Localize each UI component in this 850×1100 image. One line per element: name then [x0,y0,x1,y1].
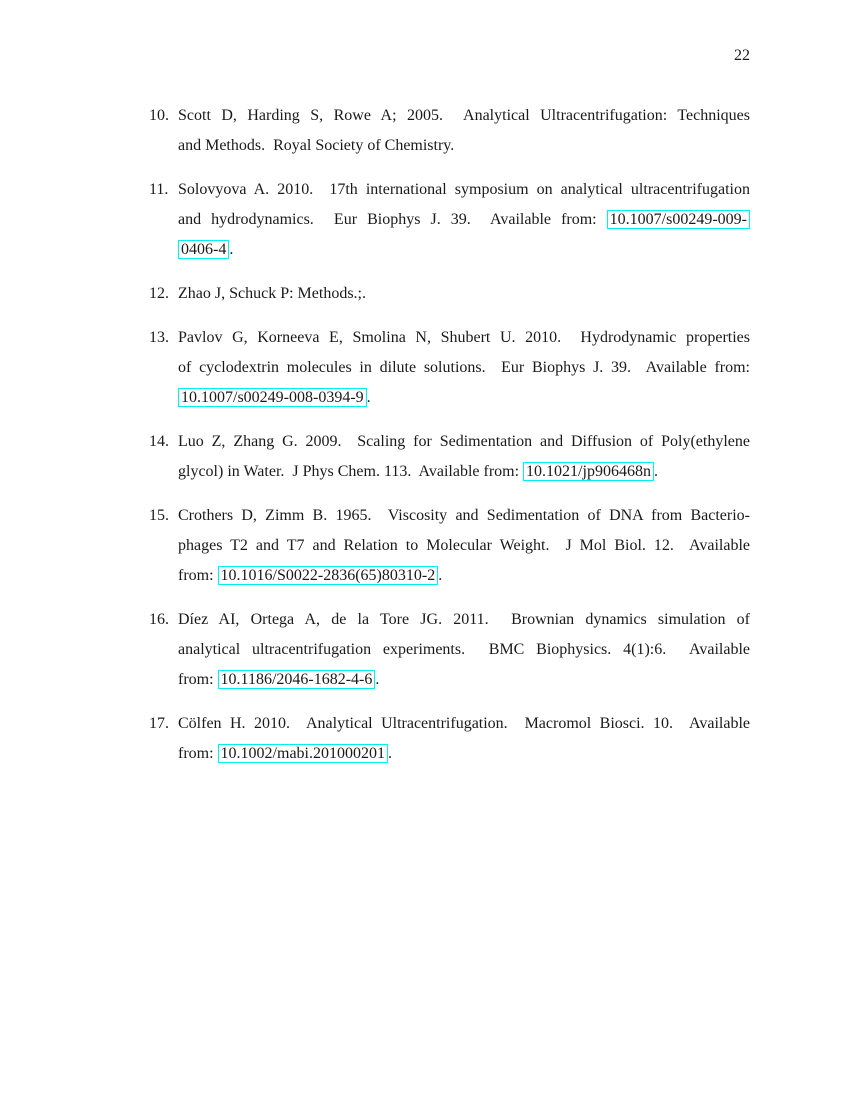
reference-text: Cölfen H. 2010. Analytical Ultracentrifugation. Macromol Biosci. 10. Available [178,715,750,732]
reference-text: from: [178,745,218,762]
reference-item [149,709,750,769]
reference-text: . [653,463,658,480]
reference-body [178,101,750,161]
reference-number: 17. [149,715,169,732]
reference-text: phages T2 and T7 and Relation to Molecular Weight. J Mol Biol. 12. Available [178,537,750,554]
reference-line [178,561,750,591]
reference-text: and hydrodynamics. Eur Biophys J. 39. Available from: [178,211,607,228]
doi-link[interactable]: 10.1016/S0022-2836(65)80310-2 [218,566,439,585]
page-number: 22 [734,47,750,64]
reference-line [178,739,750,769]
reference-text: of cyclodextrin molecules in dilute solutions. Eur Biophys J. 39. Available from: [178,359,750,376]
reference-text: Zhao J, Schuck P: Methods.;. [178,285,366,302]
reference-body [178,279,750,309]
reference-body [178,427,750,487]
doi-link[interactable]: 0406-4 [178,240,229,259]
reference-body [178,175,750,265]
doi-link[interactable]: 10.1186/2046-1682-4-6 [218,670,376,689]
reference-number: 16. [149,611,169,628]
doi-link[interactable]: 10.1007/s00249-009- [607,210,750,229]
reference-body [178,709,750,769]
reference-body [178,605,750,695]
reference-line [178,501,750,531]
reference-item [149,101,750,161]
reference-item [149,427,750,487]
reference-text: Luo Z, Zhang G. 2009. Scaling for Sedimentation and Diffusion of Poly(ethylene [178,433,750,450]
reference-text: . [375,671,380,688]
reference-number: 15. [149,507,169,524]
reference-text: from: [178,567,218,584]
reference-line [178,709,750,739]
reference-line [178,353,750,383]
reference-text: Scott D, Harding S, Rowe A; 2005. Analytical Ultracentrifugation: Techniques [178,107,750,124]
reference-number: 10. [149,107,169,124]
reference-line [178,205,750,235]
reference-text: . [229,241,234,258]
reference-line [178,531,750,561]
reference-text: and Methods. Royal Society of Chemistry. [178,137,455,154]
reference-item [149,605,750,695]
reference-item [149,501,750,591]
reference-text: Crothers D, Zimm B. 1965. Viscosity and Sedimentation of DNA from Bacterio- [178,507,750,524]
reference-item [149,175,750,265]
reference-text: Díez AI, Ortega A, de la Tore JG. 2011. Brownian dynamics simulation of [178,611,750,628]
reference-line [178,131,750,161]
reference-line [178,635,750,665]
reference-line [178,383,750,413]
reference-list [149,101,750,783]
reference-line [178,605,750,635]
reference-line [178,175,750,205]
doi-link[interactable]: 10.1021/jp906468n [523,462,654,481]
reference-text: . [366,389,371,406]
reference-line [178,323,750,353]
reference-text: from: [178,671,218,688]
reference-text: glycol) in Water. J Phys Chem. 113. Available from: [178,463,524,480]
doi-link[interactable]: 10.1007/s00249-008-0394-9 [178,388,367,407]
reference-line [178,235,750,265]
reference-line [178,101,750,131]
reference-body [178,501,750,591]
reference-line [178,665,750,695]
reference-number: 12. [149,285,169,302]
reference-text: . [438,567,443,584]
reference-line [178,279,750,309]
reference-item [149,279,750,309]
reference-text: Pavlov G, Korneeva E, Smolina N, Shubert U. 2010. Hydrodynamic properties [178,329,750,346]
reference-number: 13. [149,329,169,346]
reference-line [178,427,750,457]
reference-number: 14. [149,433,169,450]
reference-text: Solovyova A. 2010. 17th international symposium on analytical ultracentrifugation [178,181,750,198]
reference-number: 11. [149,181,169,198]
reference-text: . [387,745,392,762]
reference-body [178,323,750,413]
reference-line [178,457,750,487]
doi-link[interactable]: 10.1002/mabi.201000201 [218,744,388,763]
reference-item [149,323,750,413]
reference-text: analytical ultracentrifugation experiments. BMC Biophysics. 4(1):6. Available [178,641,750,658]
